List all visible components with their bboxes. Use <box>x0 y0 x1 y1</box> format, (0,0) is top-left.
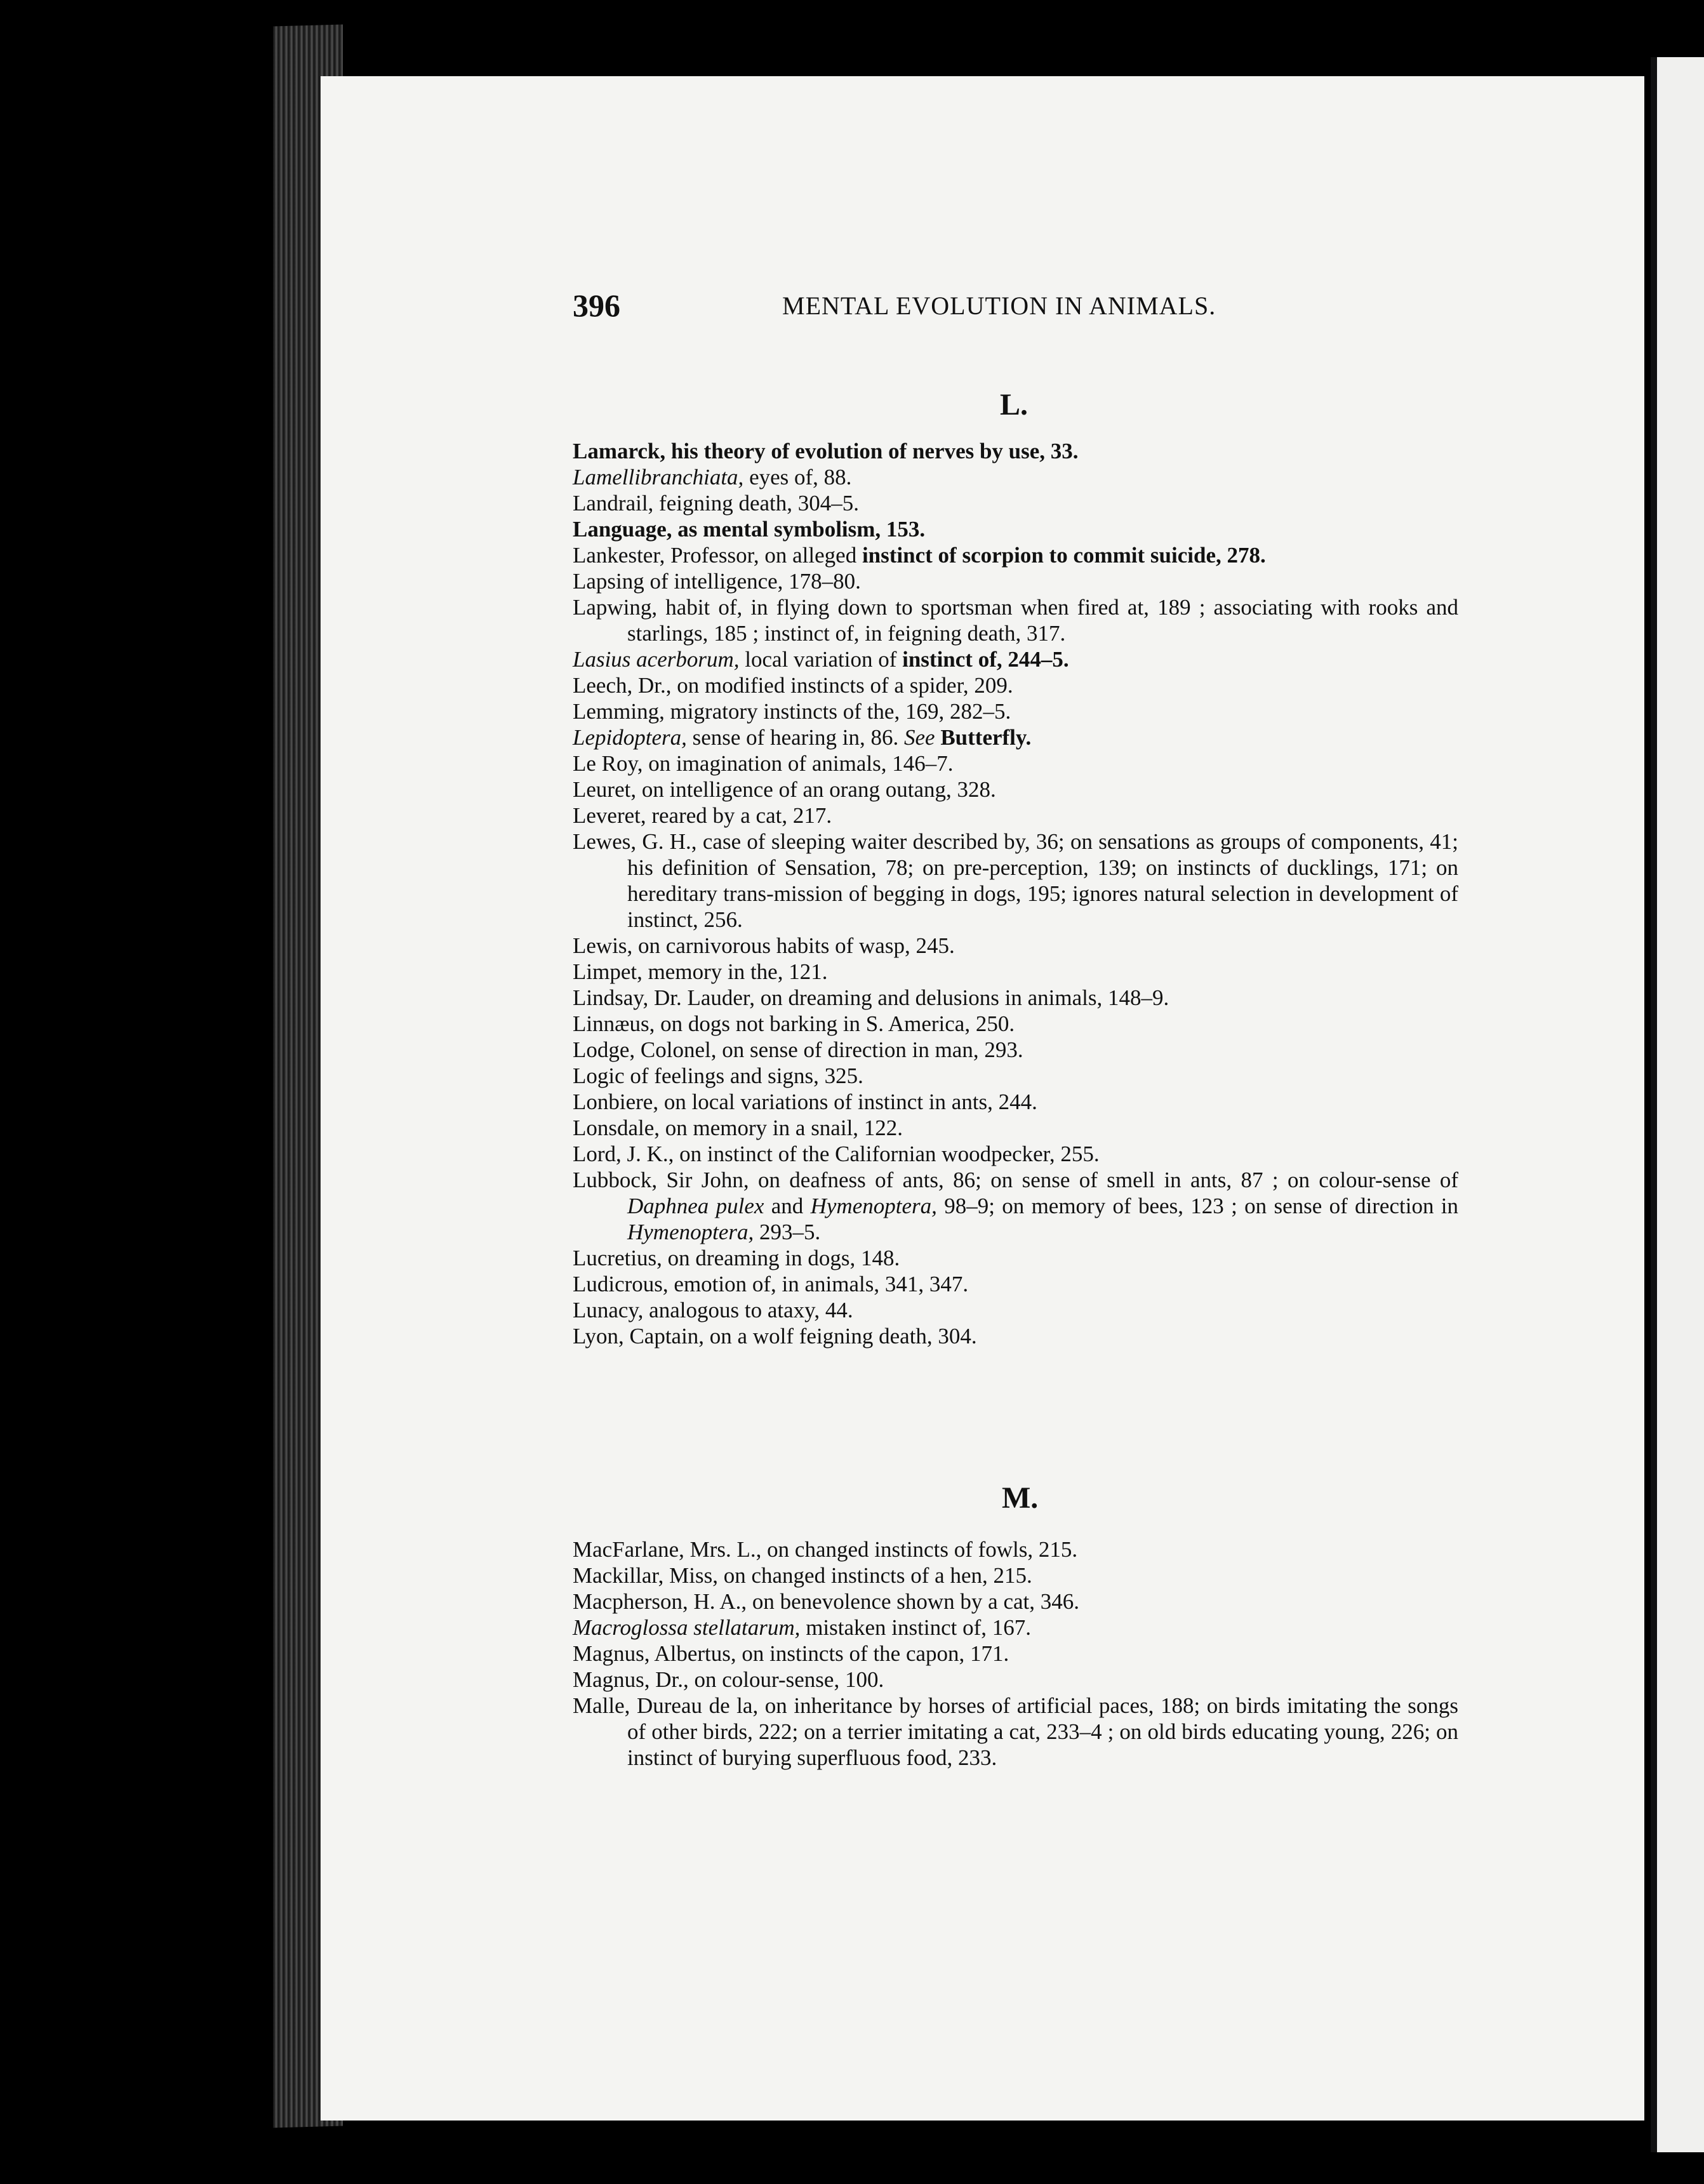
index-entry <box>573 1641 1458 1667</box>
index-entry <box>573 1167 1458 1245</box>
index-entry <box>573 985 1458 1011</box>
entry-text: Macpherson, H. A., on benevolence shown by a cat, 346. <box>573 1589 1079 1614</box>
entry-text: Lyon, Captain, on a wolf feigning death, 304. <box>573 1324 977 1348</box>
entry-text: Lonbiere, on local variations of instinct in ants, 244. <box>573 1089 1037 1114</box>
gutter-shadow <box>1651 57 1657 2152</box>
entry-text: instinct of, 244–5. <box>902 647 1069 672</box>
index-entry <box>573 1141 1458 1167</box>
entry-text: Lankester, Professor, on alleged <box>573 543 862 568</box>
index-entry <box>573 750 1458 776</box>
entry-text: Leveret, reared by a cat, 217. <box>573 803 832 828</box>
index-entry <box>573 1245 1458 1271</box>
index-entry <box>573 1063 1458 1089</box>
index-entry <box>573 1297 1458 1323</box>
index-entry <box>573 1323 1458 1349</box>
index-entry <box>573 438 1458 464</box>
index-entries-l <box>573 438 1458 1349</box>
entry-text: Butterfly. <box>935 725 1032 750</box>
index-entry <box>573 490 1458 516</box>
entry-text: Lemming, migratory instincts of the, 169, 282–5. <box>573 699 1011 724</box>
index-entries-m <box>573 1536 1458 1771</box>
index-entry <box>573 594 1458 646</box>
index-entry <box>573 672 1458 698</box>
index-entry <box>573 516 1458 542</box>
entry-text: Lonsdale, on memory in a snail, 122. <box>573 1115 903 1140</box>
entry-text: Hymenoptera, <box>627 1220 754 1244</box>
entry-text: instinct of scorpion to commit suicide, 278. <box>862 543 1266 568</box>
index-entry <box>573 802 1458 829</box>
section-heading-l: L. <box>1000 388 1028 422</box>
index-entry <box>573 933 1458 959</box>
entry-text: Limpet, memory in the, 121. <box>573 959 828 984</box>
entry-text: MacFarlane, Mrs. L., on changed instincts of fowls, 215. <box>573 1537 1078 1562</box>
entry-text: Lucretius, on dreaming in dogs, 148. <box>573 1246 900 1270</box>
entry-text: See <box>904 725 935 750</box>
entry-text: 98–9; on memory of bees, 123 ; on sense of direction in <box>936 1194 1458 1218</box>
index-entry <box>573 1271 1458 1297</box>
index-entry <box>573 1693 1458 1771</box>
page-header <box>573 287 1461 325</box>
entry-text: Lodge, Colonel, on sense of direction in man, 293. <box>573 1037 1023 1062</box>
index-entry <box>573 1667 1458 1693</box>
entry-text: and <box>764 1194 811 1218</box>
entry-text: Lewes, G. H., case of sleeping waiter described by, 36; on sensations as groups of components, 41; his definition of Sensation, 78; on pre-perception, 139; on instincts of ducklings, 171; on hereditary trans-mission of begging in dogs, 195; ignores natural selection in development of instinct, 256. <box>573 829 1458 932</box>
entry-text: Hymenoptera, <box>810 1194 937 1218</box>
index-entry <box>573 1615 1458 1641</box>
entry-text: Magnus, Dr., on colour-sense, 100. <box>573 1667 884 1692</box>
index-entry <box>573 1536 1458 1562</box>
entry-text: Lepidoptera, <box>573 725 687 750</box>
entry-text: Logic of feelings and signs, 325. <box>573 1063 863 1088</box>
entry-text: 293–5. <box>754 1220 821 1244</box>
index-entry <box>573 1115 1458 1141</box>
entry-text: Ludicrous, emotion of, in animals, 341, 347. <box>573 1272 969 1296</box>
entry-text: Lunacy, analogous to ataxy, 44. <box>573 1298 853 1322</box>
index-entry <box>573 1011 1458 1037</box>
entry-text: Lord, J. K., on instinct of the Californian woodpecker, 255. <box>573 1142 1100 1166</box>
entry-text: Lamellibranchiata, <box>573 465 744 489</box>
index-entry <box>573 464 1458 490</box>
entry-text: Malle, Dureau de la, on inheritance by horses of artificial paces, 188; on birds imitating the songs of other birds, 222; on a terrier imitating a cat, 233–4 ; on old birds educating young, 226; on instinct of burying superfluous food, 233. <box>573 1693 1458 1770</box>
page-number: 396 <box>573 288 620 323</box>
entry-text: Lewis, on carnivorous habits of wasp, 245. <box>573 933 955 958</box>
entry-text: Lamarck, his theory of evolution of nerves by use, 33. <box>573 439 1079 463</box>
entry-text: Lindsay, Dr. Lauder, on dreaming and delusions in animals, 148–9. <box>573 985 1169 1010</box>
index-entry <box>573 542 1458 568</box>
entry-text: sense of hearing in, 86. <box>686 725 904 750</box>
section-heading-m: M. <box>1002 1481 1039 1515</box>
entry-text: Daphnea pulex <box>627 1194 764 1218</box>
entry-text: Leech, Dr., on modified instincts of a spider, 209. <box>573 673 1013 698</box>
index-entry <box>573 829 1458 933</box>
index-entry <box>573 1562 1458 1588</box>
index-entry <box>573 1588 1458 1615</box>
index-entry <box>573 698 1458 724</box>
entry-text: Lasius acerborum, <box>573 647 740 672</box>
entry-text: Lapsing of intelligence, 178–80. <box>573 569 861 594</box>
entry-text: Linnæus, on dogs not barking in S. America, 250. <box>573 1011 1015 1036</box>
facing-page-edge <box>1651 57 1704 2152</box>
index-entry <box>573 724 1458 750</box>
entry-text: Macroglossa stellatarum, <box>573 1615 801 1640</box>
index-entry <box>573 776 1458 802</box>
entry-text: Landrail, feigning death, 304–5. <box>573 491 859 516</box>
entry-text: mistaken instinct of, 167. <box>800 1615 1032 1640</box>
entry-text: Lapwing, habit of, in flying down to sportsman when fired at, 189 ; associating with rooks and starlings, 185 ; instinct of, in feigning death, 317. <box>573 595 1458 646</box>
entry-text: Language, as mental symbolism, 153. <box>573 517 926 542</box>
index-entry <box>573 959 1458 985</box>
index-entry <box>573 1089 1458 1115</box>
index-entry <box>573 1037 1458 1063</box>
running-title: MENTAL EVOLUTION IN ANIMALS. <box>782 291 1216 320</box>
index-entry <box>573 568 1458 594</box>
entry-text: eyes of, 88. <box>743 465 852 489</box>
entry-text: Leuret, on intelligence of an orang outang, 328. <box>573 777 996 802</box>
entry-text: Le Roy, on imagination of animals, 146–7. <box>573 751 954 776</box>
entry-text: Lubbock, Sir John, on deafness of ants, 86; on sense of smell in ants, 87 ; on colour-sense of <box>573 1168 1458 1192</box>
index-entry <box>573 646 1458 672</box>
entry-text: Magnus, Albertus, on instincts of the capon, 171. <box>573 1641 1009 1666</box>
entry-text: local variation of <box>739 647 903 672</box>
entry-text: Mackillar, Miss, on changed instincts of a hen, 215. <box>573 1563 1032 1588</box>
